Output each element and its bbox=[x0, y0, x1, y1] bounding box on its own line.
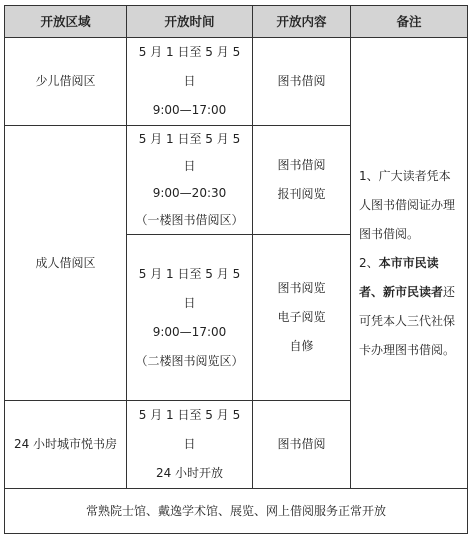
remark-note-1: 1、广大读者凭本人图书借阅证办理图书借阅。 bbox=[359, 168, 456, 241]
content-line: 自修 bbox=[289, 339, 314, 353]
area-label: 24 小时城市悦书房 bbox=[13, 437, 118, 451]
time-cell bbox=[127, 401, 253, 489]
time-line: （一楼图书借阅区） bbox=[135, 213, 244, 227]
content-cell bbox=[253, 38, 351, 126]
time-cell bbox=[127, 235, 253, 401]
time-cell bbox=[127, 38, 253, 126]
time-line: 9:00—17:00 bbox=[152, 103, 227, 117]
time-cell bbox=[127, 126, 253, 235]
area-label: 成人借阅区 bbox=[35, 255, 96, 270]
content-line: 图书阅览 bbox=[277, 281, 326, 295]
header-content: 开放内容 bbox=[253, 6, 351, 38]
area-cell bbox=[5, 126, 127, 401]
time-line: 5 月 1 日至 5 月 5 日 bbox=[138, 132, 241, 173]
remark-note-2: 2、本市市民读者、新市民读者还可凭本人三代社保卡办理图书借阅。 bbox=[359, 255, 456, 357]
time-line: 5 月 1 日至 5 月 5 日 bbox=[138, 408, 241, 451]
footer-note: 常熟院士馆、戴逸学术馆、展览、网上借阅服务正常开放 bbox=[5, 489, 468, 534]
header-row bbox=[5, 6, 468, 38]
content-line: 图书借阅 bbox=[277, 158, 326, 172]
content-cell bbox=[253, 401, 351, 489]
area-label: 少儿借阅区 bbox=[35, 74, 96, 88]
footer-row bbox=[5, 489, 468, 534]
content-line: 报刊阅览 bbox=[277, 187, 326, 201]
area-cell bbox=[5, 38, 127, 126]
time-line: 9:00—20:30 bbox=[152, 186, 227, 200]
header-area: 开放区域 bbox=[5, 6, 127, 38]
time-line: 24 小时开放 bbox=[155, 466, 224, 480]
remark-cell bbox=[351, 38, 468, 489]
opening-schedule-table bbox=[4, 5, 468, 534]
table-row bbox=[5, 38, 468, 126]
area-cell bbox=[5, 401, 127, 489]
content-line: 图书借阅 bbox=[277, 74, 326, 88]
content-line: 电子阅览 bbox=[277, 310, 326, 324]
header-remark: 备注 bbox=[351, 6, 468, 38]
time-line: 9:00—17:00 bbox=[152, 324, 227, 339]
time-line: 5 月 1 日至 5 月 5 日 bbox=[138, 266, 241, 310]
content-cell bbox=[253, 235, 351, 401]
header-time: 开放时间 bbox=[127, 6, 253, 38]
time-line: 5 月 1 日至 5 月 5 日 bbox=[138, 45, 241, 88]
time-line: （二楼图书阅览区） bbox=[135, 353, 244, 368]
content-cell bbox=[253, 126, 351, 235]
content-line: 图书借阅 bbox=[277, 437, 326, 451]
